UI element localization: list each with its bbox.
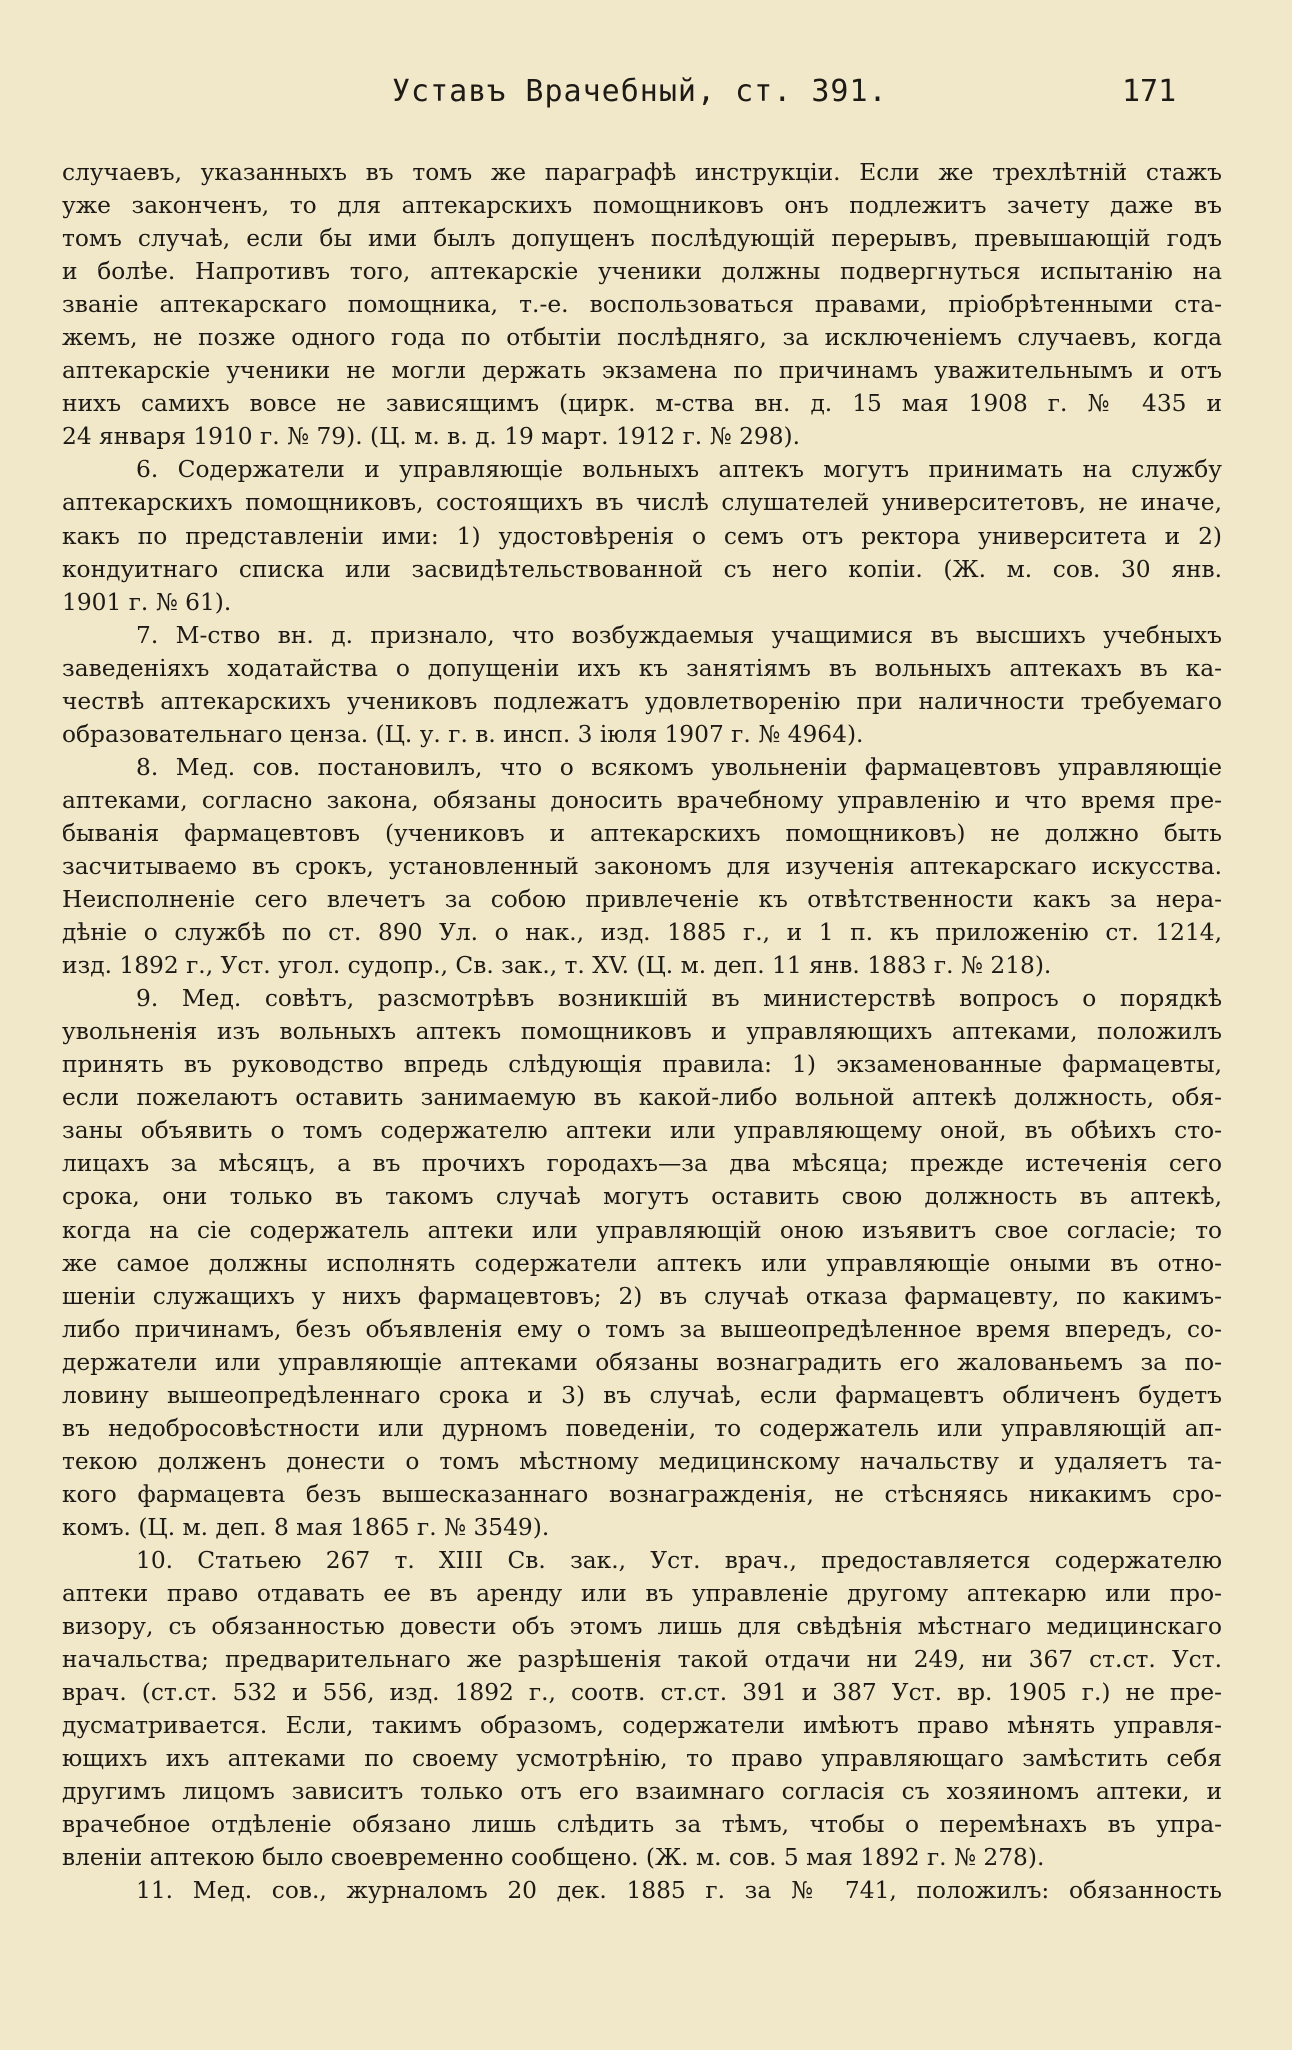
text-line: аптеки право отдавать ее въ аренду или въ управленіе другому аптекарю или про- bbox=[62, 1580, 1222, 1608]
text-line: случаевъ, указанныхъ въ томъ же параграфѣ инструкціи. Если же трехлѣтній стажъ bbox=[62, 159, 1222, 186]
text-line: дусматривается. Если, такимъ образомъ, содержатели имѣютъ право мѣнять управля- bbox=[62, 1712, 1222, 1740]
text-line: 24 января 1910 г. № 79). (Ц. м. в. д. 19 март. 1912 г. № 298). bbox=[62, 423, 801, 451]
paragraph-8-start: 8. Мед. сов. постановилъ, что о всякомъ увольненіи фармацевтовъ управляющіе bbox=[136, 753, 1222, 781]
text-line: либо причинамъ, безъ объявленія ему о томъ за вышеопредѣленное время впередъ, со- bbox=[62, 1315, 1222, 1343]
text-line: вленіи аптекою было своевременно сообщено. (Ж. м. сов. 5 мая 1892 г. № 278). bbox=[62, 1844, 1045, 1872]
text-line: Неисполненіе сего влечетъ за собою привлеченіе къ отвѣтственности какъ за нера- bbox=[62, 886, 1222, 914]
text-line: лицахъ за мѣсяцъ, а въ прочихъ городахъ—за два мѣсяца; прежде истеченія сего bbox=[62, 1150, 1222, 1178]
text-line: 1901 г. № 61). bbox=[62, 588, 232, 616]
text-line: кого фармацевта безъ вышесказаннаго вознагражденія, не стѣсняясь никакимъ сро- bbox=[62, 1480, 1222, 1508]
paragraph-6-start: 6. Содержатели и управляющіе вольныхъ аптекъ могутъ принимать на службу bbox=[136, 456, 1222, 484]
paragraph-7-start: 7. М-ство вн. д. признало, что возбуждаемыя учащимися въ высшихъ учебныхъ bbox=[136, 621, 1222, 649]
running-title: Уставъ Врачебный, ст. 391. bbox=[392, 74, 888, 109]
text-line: нихъ самихъ вовсе не зависящимъ (цирк. м-ства вн. д. 15 мая 1908 г. № 435 и bbox=[62, 390, 1222, 418]
text-line: дѣніе о службѣ по ст. 890 Ул. о нак., изд. 1885 г., и 1 п. къ приложенію ст. 1214, bbox=[62, 919, 1222, 947]
paragraph-11-start: 11. Мед. сов., журналомъ 20 дек. 1885 г. за № 741, положилъ: обязанность bbox=[136, 1877, 1222, 1905]
text-line: жемъ, не позже одного года по отбытіи послѣдняго, за исключеніемъ случаевъ, когда bbox=[62, 324, 1222, 352]
text-line: другимъ лицомъ зависитъ только отъ его взаимнаго согласія съ хозяиномъ аптеки, и bbox=[62, 1778, 1222, 1806]
text-line: аптекарскіе ученики не могли держать экзамена по причинамъ уважительнымъ и отъ bbox=[62, 357, 1222, 385]
text-line: когда на сіе содержатель аптеки или управляющій оною изъявитъ свое согласіе; то bbox=[62, 1216, 1222, 1244]
text-line: засчитываемо въ срокъ, установленный закономъ для изученія аптекарскаго искусства. bbox=[62, 852, 1222, 880]
text-line: врач. (ст.ст. 532 и 556, изд. 1892 г., соотв. ст.ст. 391 и 387 Уст. вр. 1905 г.) не пре- bbox=[62, 1679, 1222, 1707]
text-line: чествѣ аптекарскихъ учениковъ подлежатъ удовлетворенію при наличности требуемаго bbox=[62, 687, 1222, 715]
text-line: въ недобросовѣстности или дурномъ поведеніи, то содержатель или управляющій ап- bbox=[62, 1414, 1222, 1442]
text-line: текою долженъ донести о томъ мѣстному медицинскому начальству и удаляетъ та- bbox=[62, 1447, 1222, 1475]
text-line: уже законченъ, то для аптекарскихъ помощниковъ онъ подлежитъ зачету даже въ bbox=[62, 192, 1222, 220]
text-line: если пожелаютъ оставить занимаемую въ какой-либо вольной аптекѣ должность, обя- bbox=[62, 1084, 1222, 1112]
text-line: аптеками, согласно закона, обязаны доносить врачебному управленію и что время пре- bbox=[62, 786, 1222, 814]
text-line: комъ. (Ц. м. деп. 8 мая 1865 г. № 3549). bbox=[62, 1513, 550, 1541]
text-line: принять въ руководство впредь слѣдующія правила: 1) экзаменованные фармацевты, bbox=[62, 1051, 1222, 1079]
text-line: же самое должны исполнять содержатели аптекъ или управляющіе оными въ отно- bbox=[62, 1249, 1222, 1277]
text-line: срока, они только въ такомъ случаѣ могутъ оставить свою должность въ аптекѣ, bbox=[62, 1183, 1222, 1211]
text-line: изд. 1892 г., Уст. угол. судопр., Св. зак., т. XV. (Ц. м. деп. 11 янв. 1883 г. № 218). bbox=[62, 952, 1052, 980]
text-line: шеніи служащихъ у нихъ фармацевтовъ; 2) въ случаѣ отказа фармацевту, по какимъ- bbox=[62, 1282, 1222, 1310]
text-line: держатели или управляющіе аптеками обязаны вознаградить его жалованьемъ за по- bbox=[62, 1348, 1222, 1376]
text-line: званіе аптекарскаго помощника, т.-е. воспользоваться правами, пріобрѣтенными ста- bbox=[62, 291, 1222, 319]
text-line: быванія фармацевтовъ (учениковъ и аптекарскихъ помощниковъ) не должно быть bbox=[62, 819, 1222, 847]
text-line: образовательнаго ценза. (Ц. у. г. в. инсп. 3 іюля 1907 г. № 4964). bbox=[62, 720, 864, 748]
text-line: какъ по представленіи ими: 1) удостовѣренія о семъ отъ ректора университета и 2) bbox=[62, 522, 1222, 550]
page-number: 171 bbox=[1122, 74, 1177, 109]
text-line: ловину вышеопредѣленнаго срока и 3) въ случаѣ, если фармацевтъ обличенъ будетъ bbox=[62, 1381, 1222, 1409]
text-line: томъ случаѣ, если бы ими былъ допущенъ послѣдующій перерывъ, превышающій годъ bbox=[62, 225, 1222, 253]
text-line: кондуитнаго списка или засвидѣтельствованной съ него копіи. (Ж. м. сов. 30 янв. bbox=[62, 555, 1222, 583]
paragraph-9-start: 9. Мед. совѣтъ, разсмотрѣвъ возникшій въ министерствѣ вопросъ о порядкѣ bbox=[136, 985, 1222, 1013]
text-line: врачебное отдѣленіе обязано лишь слѣдить за тѣмъ, чтобы о перемѣнахъ въ упра- bbox=[62, 1811, 1222, 1839]
running-header bbox=[0, 74, 1292, 124]
text-line: визору, съ обязанностью довести объ этомъ лишь для свѣдѣнія мѣстнаго медицинскаго bbox=[62, 1613, 1222, 1641]
paragraph-10-start: 10. Статьею 267 т. XIII Св. зак., Уст. врач., предоставляется содержателю bbox=[136, 1546, 1222, 1574]
text-line: ющихъ ихъ аптеками по своему усмотрѣнію, то право управляющаго замѣстить себя bbox=[62, 1745, 1222, 1773]
text-line: заведеніяхъ ходатайства о допущеніи ихъ къ занятіямъ въ вольныхъ аптекахъ въ ка- bbox=[62, 654, 1222, 682]
body-text bbox=[62, 156, 1222, 1907]
text-line: начальства; предварительнаго же разрѣшенія такой отдачи ни 249, ни 367 ст.ст. Уст. bbox=[62, 1646, 1222, 1674]
text-line: и болѣе. Напротивъ того, аптекарскіе ученики должны подвергнуться испытанію на bbox=[62, 258, 1222, 286]
text-line: заны объявить о томъ содержателю аптеки или управляющему оной, въ обѣихъ сто- bbox=[62, 1117, 1222, 1145]
text-line: аптекарскихъ помощниковъ, состоящихъ въ числѣ слушателей университетовъ, не иначе, bbox=[62, 489, 1222, 517]
text-line: увольненія изъ вольныхъ аптекъ помощниковъ и управляющихъ аптеками, положилъ bbox=[62, 1018, 1222, 1046]
